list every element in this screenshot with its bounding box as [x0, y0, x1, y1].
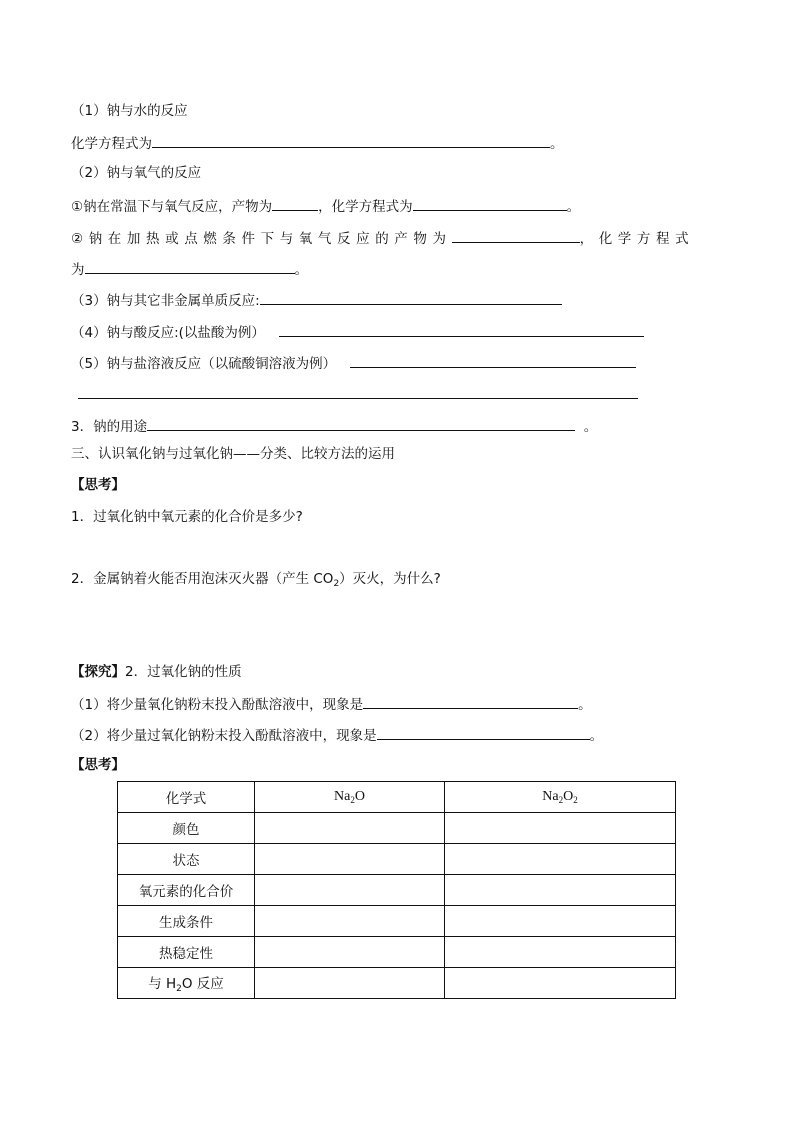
table-row [118, 937, 676, 968]
row-label: 氧元素的化合价 [118, 875, 255, 906]
answer-blank[interactable] [85, 258, 295, 274]
row-label: 热稳定性 [118, 937, 255, 968]
q2a-line: ①钠在常温下与氧气反应，产物为 ，化学方程式为 。 [71, 195, 580, 215]
answer-blank[interactable] [350, 352, 636, 368]
sodium-uses-line: 3．钠的用途 。 [71, 415, 597, 435]
answer-blank[interactable] [272, 195, 318, 211]
table-header-row [118, 782, 676, 813]
think-tag: 【思考】 [71, 477, 125, 493]
answer-cell[interactable] [445, 875, 676, 906]
table-row [118, 968, 676, 999]
answer-blank[interactable] [363, 693, 578, 709]
answer-cell[interactable] [445, 813, 676, 844]
answer-cell[interactable] [255, 968, 445, 999]
q2-heading: （2）钠与氧气的反应 [71, 165, 202, 181]
answer-cell[interactable] [445, 968, 676, 999]
table-row [118, 813, 676, 844]
table-row [118, 906, 676, 937]
row-label: 状态 [118, 844, 255, 875]
q4-line: （4）钠与酸反应:(以盐酸为例） [71, 321, 644, 341]
think-question-2: 2．金属钠着火能否用泡沫灭火器（产生 $CO_2$）灭火，为什么? [71, 571, 441, 589]
table-row [118, 844, 676, 875]
row-label: 生成条件 [118, 906, 255, 937]
answer-cell[interactable] [445, 937, 676, 968]
answer-cell[interactable] [255, 813, 445, 844]
answer-cell[interactable] [255, 937, 445, 968]
q3-line: （3）钠与其它非金属单质反应: [71, 289, 562, 309]
answer-cell[interactable] [445, 844, 676, 875]
answer-cell[interactable] [255, 875, 445, 906]
q1-heading: （1）钠与水的反应 [71, 103, 188, 119]
q2b-line-cont: 为 。 [71, 258, 308, 278]
answer-cell[interactable] [255, 844, 445, 875]
row-label: 颜色 [118, 813, 255, 844]
comparison-table [117, 781, 676, 999]
answer-blank[interactable] [78, 383, 638, 399]
answer-blank[interactable] [279, 321, 644, 337]
answer-blank[interactable] [152, 132, 550, 148]
header-cell: 化学式 [118, 782, 255, 813]
q5-line-cont [78, 383, 638, 403]
header-cell-na2o: $Na_2O$ [255, 782, 445, 813]
answer-blank[interactable] [413, 195, 567, 211]
q1-equation-line: 化学方程式为 。 [71, 132, 564, 152]
q5-line: （5）钠与盐溶液反应（以硫酸铜溶液为例） [71, 352, 636, 372]
table-row [118, 875, 676, 906]
answer-blank[interactable] [147, 415, 575, 431]
explore-item-1: （1）将少量氧化钠粉末投入酚酞溶液中，现象是 。 [71, 693, 592, 713]
section-title: 三、认识氧化钠与过氧化钠——分类、比较方法的运用 [71, 446, 395, 462]
answer-cell[interactable] [255, 906, 445, 937]
row-label-water: 与 $H_2O$ 反应 [118, 968, 255, 999]
header-cell-na2o2: $Na_2O_2$ [445, 782, 676, 813]
answer-cell[interactable] [445, 906, 676, 937]
explore-item-2: （2）将少量过氧化钠粉末投入酚酞溶液中，现象是 。 [71, 724, 603, 744]
think-question-1: 1．过氧化钠中氧元素的化合价是多少? [71, 509, 303, 525]
answer-blank[interactable] [452, 227, 580, 243]
think-tag-2: 【思考】 [71, 757, 125, 773]
answer-blank[interactable] [377, 724, 590, 740]
explore-heading: 【探究】2．过氧化钠的性质 [71, 664, 242, 680]
answer-blank[interactable] [260, 289, 562, 305]
q2b-line: ②钠在加热或点燃条件下与氧气反应的产物为 ，化学方程式 [71, 227, 694, 247]
